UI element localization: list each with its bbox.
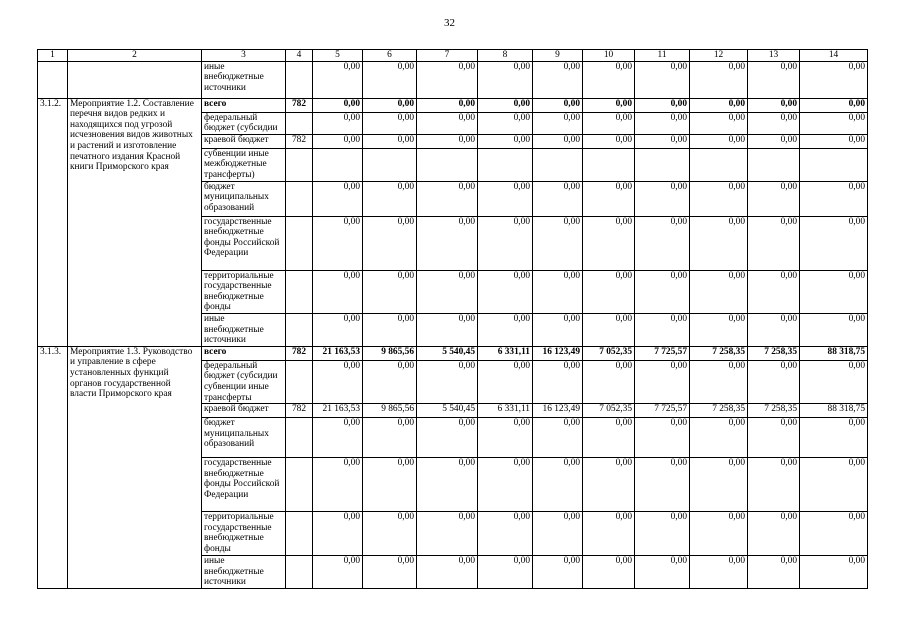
column-header: 3 <box>202 50 286 62</box>
amount-cell: 0,00 <box>313 360 363 403</box>
budget-code <box>286 360 313 403</box>
amount-cell: 0,00 <box>690 181 748 216</box>
amount-cell: 0,00 <box>363 512 417 556</box>
column-header: 4 <box>286 50 313 62</box>
amount-cell <box>363 148 417 181</box>
amount-cell: 0,00 <box>583 216 635 270</box>
amount-cell: 0,00 <box>417 181 478 216</box>
amount-cell: 16 123,49 <box>533 404 583 418</box>
amount-cell: 0,00 <box>635 512 690 556</box>
amount-cell: 0,00 <box>748 134 800 148</box>
amount-cell: 0,00 <box>690 313 748 346</box>
amount-cell: 0,00 <box>690 512 748 556</box>
amount-cell: 0,00 <box>583 418 635 458</box>
amount-cell: 0,00 <box>478 512 533 556</box>
amount-cell: 0,00 <box>363 216 417 270</box>
amount-cell: 0,00 <box>417 418 478 458</box>
amount-cell <box>690 148 748 181</box>
column-number-row <box>38 50 868 62</box>
budget-code <box>286 556 313 589</box>
amount-cell: 0,00 <box>800 360 868 403</box>
funding-source: федеральный бюджет (субсидии <box>202 112 286 134</box>
amount-cell: 0,00 <box>635 134 690 148</box>
amount-cell: 0,00 <box>800 61 868 98</box>
amount-cell: 0,00 <box>313 134 363 148</box>
amount-cell: 0,00 <box>363 418 417 458</box>
amount-cell: 0,00 <box>800 512 868 556</box>
amount-cell: 0,00 <box>635 270 690 313</box>
amount-cell: 88 318,75 <box>800 346 868 360</box>
amount-cell: 0,00 <box>478 270 533 313</box>
budget-code <box>286 112 313 134</box>
amount-cell: 0,00 <box>690 458 748 512</box>
amount-cell: 0,00 <box>363 270 417 313</box>
budget-code <box>286 181 313 216</box>
column-header: 9 <box>533 50 583 62</box>
amount-cell: 0,00 <box>748 512 800 556</box>
amount-cell: 0,00 <box>417 360 478 403</box>
amount-cell: 0,00 <box>533 98 583 112</box>
amount-cell <box>748 148 800 181</box>
amount-cell: 0,00 <box>363 458 417 512</box>
column-header: 7 <box>417 50 478 62</box>
amount-cell: 0,00 <box>690 134 748 148</box>
amount-cell: 0,00 <box>533 458 583 512</box>
activity-number: 3.1.3. <box>38 346 68 588</box>
column-header: 6 <box>363 50 417 62</box>
amount-cell: 0,00 <box>313 512 363 556</box>
budget-code <box>286 216 313 270</box>
funding-source: всего <box>202 346 286 360</box>
amount-cell: 0,00 <box>748 112 800 134</box>
column-header: 2 <box>68 50 202 62</box>
amount-cell: 0,00 <box>313 181 363 216</box>
amount-cell: 0,00 <box>533 112 583 134</box>
amount-cell: 0,00 <box>583 458 635 512</box>
amount-cell: 88 318,75 <box>800 404 868 418</box>
amount-cell: 0,00 <box>748 360 800 403</box>
amount-cell: 0,00 <box>583 270 635 313</box>
amount-cell: 0,00 <box>363 313 417 346</box>
amount-cell: 0,00 <box>690 112 748 134</box>
budget-code <box>286 61 313 98</box>
amount-cell: 9 865,56 <box>363 404 417 418</box>
budget-table <box>37 49 868 589</box>
budget-code <box>286 313 313 346</box>
amount-cell: 0,00 <box>583 313 635 346</box>
amount-cell: 0,00 <box>748 270 800 313</box>
amount-cell: 7 052,35 <box>583 346 635 360</box>
funding-source: государственные внебюджетные фонды Российской Федерации <box>202 458 286 512</box>
amount-cell: 0,00 <box>690 418 748 458</box>
amount-cell: 0,00 <box>800 112 868 134</box>
amount-cell: 0,00 <box>635 458 690 512</box>
amount-cell: 0,00 <box>417 270 478 313</box>
amount-cell: 0,00 <box>800 270 868 313</box>
amount-cell: 0,00 <box>748 181 800 216</box>
amount-cell: 0,00 <box>313 98 363 112</box>
funding-source: государственные внебюджетные фонды Российской Федерации <box>202 216 286 270</box>
funding-source: всего <box>202 98 286 112</box>
amount-cell: 0,00 <box>478 313 533 346</box>
amount-cell <box>635 148 690 181</box>
amount-cell: 0,00 <box>533 61 583 98</box>
funding-source: бюджет муниципальных образований <box>202 181 286 216</box>
amount-cell: 0,00 <box>533 512 583 556</box>
amount-cell: 0,00 <box>583 112 635 134</box>
amount-cell: 0,00 <box>583 360 635 403</box>
amount-cell: 0,00 <box>313 556 363 589</box>
column-header: 12 <box>690 50 748 62</box>
column-header: 1 <box>38 50 68 62</box>
amount-cell: 0,00 <box>417 458 478 512</box>
amount-cell: 0,00 <box>583 181 635 216</box>
amount-cell: 0,00 <box>313 313 363 346</box>
page-number: 32 <box>444 17 455 29</box>
funding-source: федеральный бюджет (субсидии субвенции иные трансферты <box>202 360 286 403</box>
amount-cell: 16 123,49 <box>533 346 583 360</box>
amount-cell: 7 258,35 <box>748 404 800 418</box>
budget-code <box>286 418 313 458</box>
budget-code: 782 <box>286 98 313 112</box>
amount-cell: 0,00 <box>478 61 533 98</box>
amount-cell: 0,00 <box>690 216 748 270</box>
amount-cell: 0,00 <box>690 556 748 589</box>
amount-cell: 0,00 <box>313 418 363 458</box>
amount-cell: 6 331,11 <box>478 346 533 360</box>
funding-source: субвенции иные межбюджетные трансферты) <box>202 148 286 181</box>
amount-cell: 0,00 <box>363 112 417 134</box>
amount-cell: 0,00 <box>313 216 363 270</box>
amount-cell: 7 258,35 <box>748 346 800 360</box>
amount-cell: 21 163,53 <box>313 404 363 418</box>
amount-cell: 0,00 <box>313 458 363 512</box>
activity-title: Мероприятие 1.3. Руководство и управление в сфере установленных функций органов государственной власти Приморского края <box>68 346 202 588</box>
amount-cell: 0,00 <box>748 418 800 458</box>
amount-cell: 21 163,53 <box>313 346 363 360</box>
amount-cell: 0,00 <box>690 98 748 112</box>
table-body <box>38 61 868 588</box>
funding-source: территориальные государственные внебюджетные фонды <box>202 270 286 313</box>
amount-cell: 0,00 <box>635 61 690 98</box>
budget-code: 782 <box>286 404 313 418</box>
funding-source: иные внебюджетные источники <box>202 556 286 589</box>
amount-cell: 0,00 <box>583 512 635 556</box>
amount-cell: 0,00 <box>690 360 748 403</box>
budget-code: 782 <box>286 346 313 360</box>
budget-code <box>286 458 313 512</box>
amount-cell: 0,00 <box>417 556 478 589</box>
amount-cell: 0,00 <box>800 313 868 346</box>
amount-cell: 0,00 <box>478 134 533 148</box>
amount-cell: 0,00 <box>363 134 417 148</box>
amount-cell: 0,00 <box>533 360 583 403</box>
amount-cell: 6 331,11 <box>478 404 533 418</box>
budget-code <box>286 148 313 181</box>
activity-number: 3.1.2. <box>38 98 68 346</box>
table-row <box>38 346 868 360</box>
column-header: 14 <box>800 50 868 62</box>
amount-cell: 0,00 <box>478 556 533 589</box>
amount-cell: 0,00 <box>748 98 800 112</box>
amount-cell: 0,00 <box>583 134 635 148</box>
amount-cell: 0,00 <box>583 61 635 98</box>
amount-cell: 0,00 <box>363 98 417 112</box>
amount-cell: 0,00 <box>800 458 868 512</box>
amount-cell: 0,00 <box>635 112 690 134</box>
column-header: 8 <box>478 50 533 62</box>
amount-cell: 0,00 <box>313 112 363 134</box>
funding-source: иные внебюджетные источники <box>202 313 286 346</box>
amount-cell: 0,00 <box>533 313 583 346</box>
amount-cell: 5 540,45 <box>417 346 478 360</box>
amount-cell: 7 258,35 <box>690 404 748 418</box>
amount-cell: 9 865,56 <box>363 346 417 360</box>
amount-cell: 0,00 <box>478 181 533 216</box>
funding-source: территориальные государственные внебюджетные фонды <box>202 512 286 556</box>
amount-cell: 0,00 <box>800 418 868 458</box>
amount-cell: 0,00 <box>417 512 478 556</box>
amount-cell: 0,00 <box>800 134 868 148</box>
amount-cell: 0,00 <box>363 360 417 403</box>
amount-cell: 0,00 <box>478 418 533 458</box>
activity-title: Мероприятие 1.2. Составление перечня видов редких и находящихся под угрозой исчезновения видов животных и растений и изготовление печатного издания Красной книги Приморского края <box>68 98 202 346</box>
amount-cell: 7 052,35 <box>583 404 635 418</box>
budget-code <box>286 270 313 313</box>
amount-cell: 0,00 <box>635 556 690 589</box>
amount-cell: 0,00 <box>748 313 800 346</box>
amount-cell: 0,00 <box>533 216 583 270</box>
amount-cell: 0,00 <box>417 134 478 148</box>
amount-cell <box>417 148 478 181</box>
activity-number <box>38 61 68 98</box>
amount-cell: 0,00 <box>635 216 690 270</box>
amount-cell: 0,00 <box>635 360 690 403</box>
budget-code <box>286 512 313 556</box>
amount-cell: 0,00 <box>748 216 800 270</box>
amount-cell: 0,00 <box>635 98 690 112</box>
amount-cell: 0,00 <box>800 98 868 112</box>
amount-cell <box>800 148 868 181</box>
amount-cell: 0,00 <box>800 181 868 216</box>
amount-cell: 0,00 <box>533 270 583 313</box>
amount-cell: 0,00 <box>635 418 690 458</box>
amount-cell: 0,00 <box>417 216 478 270</box>
amount-cell: 0,00 <box>800 216 868 270</box>
budget-code: 782 <box>286 134 313 148</box>
amount-cell: 0,00 <box>478 98 533 112</box>
amount-cell: 0,00 <box>748 61 800 98</box>
column-header: 11 <box>635 50 690 62</box>
amount-cell: 0,00 <box>478 360 533 403</box>
amount-cell: 0,00 <box>417 313 478 346</box>
amount-cell: 0,00 <box>417 98 478 112</box>
amount-cell: 0,00 <box>635 181 690 216</box>
amount-cell: 0,00 <box>478 112 533 134</box>
table-row <box>38 98 868 112</box>
amount-cell: 7 258,35 <box>690 346 748 360</box>
funding-source: иные внебюджетные источники <box>202 61 286 98</box>
amount-cell: 0,00 <box>363 556 417 589</box>
funding-source: бюджет муниципальных образований <box>202 418 286 458</box>
amount-cell: 0,00 <box>363 61 417 98</box>
column-header: 5 <box>313 50 363 62</box>
amount-cell: 5 540,45 <box>417 404 478 418</box>
amount-cell: 0,00 <box>363 181 417 216</box>
amount-cell: 0,00 <box>478 458 533 512</box>
amount-cell: 0,00 <box>533 418 583 458</box>
amount-cell: 0,00 <box>690 61 748 98</box>
amount-cell: 0,00 <box>690 270 748 313</box>
amount-cell: 0,00 <box>478 216 533 270</box>
amount-cell: 0,00 <box>313 61 363 98</box>
amount-cell: 0,00 <box>533 181 583 216</box>
amount-cell <box>533 148 583 181</box>
amount-cell <box>583 148 635 181</box>
activity-title <box>68 61 202 98</box>
amount-cell: 0,00 <box>800 556 868 589</box>
amount-cell: 0,00 <box>313 270 363 313</box>
amount-cell: 0,00 <box>635 313 690 346</box>
amount-cell: 0,00 <box>533 134 583 148</box>
amount-cell <box>478 148 533 181</box>
column-header: 10 <box>583 50 635 62</box>
column-header: 13 <box>748 50 800 62</box>
funding-source: краевой бюджет <box>202 134 286 148</box>
table-row <box>38 61 868 98</box>
amount-cell: 7 725,57 <box>635 346 690 360</box>
amount-cell: 0,00 <box>583 98 635 112</box>
funding-source: краевой бюджет <box>202 404 286 418</box>
amount-cell: 0,00 <box>748 556 800 589</box>
amount-cell <box>313 148 363 181</box>
amount-cell: 7 725,57 <box>635 404 690 418</box>
amount-cell: 0,00 <box>583 556 635 589</box>
amount-cell: 0,00 <box>417 61 478 98</box>
amount-cell: 0,00 <box>417 112 478 134</box>
amount-cell: 0,00 <box>748 458 800 512</box>
amount-cell: 0,00 <box>533 556 583 589</box>
